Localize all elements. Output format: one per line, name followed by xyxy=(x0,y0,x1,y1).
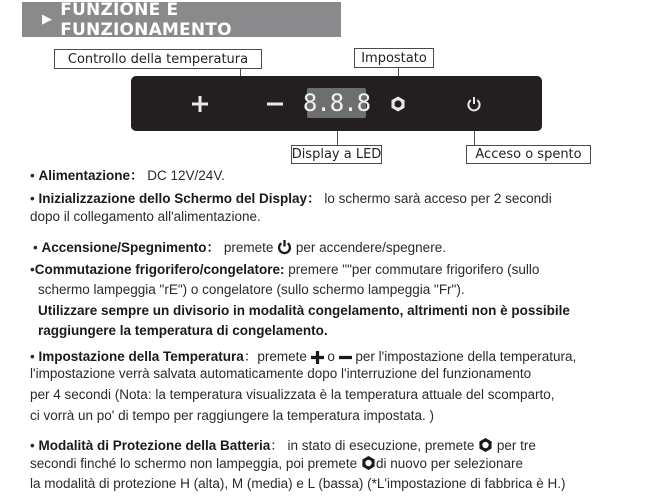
item-text: premete xyxy=(223,240,278,255)
minus-icon xyxy=(339,351,352,367)
item-text: per accendere/spegnere. xyxy=(292,240,446,255)
item-text: in stato di esecuzione, premete xyxy=(283,438,479,453)
battery-item xyxy=(30,434,536,456)
item-text: premere ""per commutare frigorifero (sullo xyxy=(284,262,540,277)
item-title: Accensione/Spegnimento xyxy=(41,240,207,255)
init-item-cont: dopo il collegamento all'alimentazione. xyxy=(30,209,261,224)
bullet: • xyxy=(30,262,35,277)
section-title: FUNZIONE E FUNZIONAMENTO xyxy=(60,0,232,40)
label-temperature-control: Controllo della temperatura xyxy=(54,49,262,69)
bullet: • xyxy=(30,191,35,206)
plus-icon xyxy=(192,96,208,112)
freezer-warning-cont: raggiungere la temperatura di congelamento. xyxy=(38,323,328,338)
control-panel xyxy=(131,76,542,131)
battery-item-cont-1 xyxy=(30,455,523,474)
connector-line xyxy=(240,69,241,76)
connector-line xyxy=(474,131,475,145)
temp-setting-cont-2: per 4 secondi (Nota: la temperatura visualizzata è la temperatura attuale del scomparto, xyxy=(30,387,555,402)
minus-button[interactable] xyxy=(263,76,287,131)
settings-button[interactable] xyxy=(388,76,408,131)
item-title: Inizializzazione dello Schermo del Display xyxy=(38,191,308,206)
gear-icon xyxy=(390,96,406,112)
separator: ： xyxy=(206,240,221,255)
led-display: 8.8.8 xyxy=(302,89,371,117)
plus-button[interactable] xyxy=(188,76,212,131)
minus-icon xyxy=(267,96,283,112)
label-power: Acceso o spento xyxy=(466,145,591,164)
separator: ： xyxy=(270,438,284,453)
bullet: • xyxy=(30,168,35,183)
power-button[interactable] xyxy=(464,76,484,131)
item-text: di nuovo per selezionare xyxy=(375,456,524,471)
switch-item-cont: schermo lampeggia "rE") o congelatore (sullo schermo lampeggia "Fr"). xyxy=(38,282,465,297)
item-text: premete xyxy=(257,349,311,364)
bullet: • xyxy=(30,349,35,364)
init-item xyxy=(30,187,552,207)
triangle-marker-icon: ▶ xyxy=(42,12,53,27)
temp-setting-item xyxy=(30,345,576,367)
item-title: Alimentazione xyxy=(38,168,131,183)
power-supply-item xyxy=(30,164,225,184)
item-text: lo schermo sarà acceso per 2 secondi xyxy=(320,191,552,206)
separator: ： xyxy=(130,168,144,183)
item-text: secondi finché lo schermo non lampeggia, poi premete xyxy=(30,456,361,471)
freezer-warning: Utilizzare sempre un divisorio in modalità congelamento, altrimenti non è possibile xyxy=(38,303,570,318)
label-set: Impostato xyxy=(354,48,434,68)
item-text: per l'impostazione della temperatura, xyxy=(351,349,577,364)
item-text: o xyxy=(323,349,339,364)
section-header xyxy=(22,0,341,40)
item-title: Impostazione della Temperatura xyxy=(38,349,244,364)
temp-setting-cont-1: l'impostazione verrà salvata automaticamente dopo l'interruzione del funzionamento xyxy=(30,366,532,381)
battery-item-cont-2: la modalità di protezione H (alta), M (media) e L (bassa) (*L'impostazione di fabbrica è H.) xyxy=(30,476,566,491)
gear-icon xyxy=(478,437,493,456)
label-led-display: Display a LED xyxy=(291,147,382,162)
connector-line xyxy=(337,131,338,145)
bullet: • xyxy=(30,438,35,453)
switch-item xyxy=(30,262,539,277)
plus-icon xyxy=(311,351,324,367)
separator: ： xyxy=(243,349,258,364)
item-title: Commutazione frigorifero/congelatore: xyxy=(34,262,285,277)
gear-icon xyxy=(361,455,376,474)
item-text: DC 12V/24V. xyxy=(147,168,225,183)
power-icon xyxy=(277,239,292,258)
power-icon xyxy=(466,96,482,112)
bullet: • xyxy=(33,240,38,255)
item-title: Modalità di Protezione della Batteria xyxy=(38,438,271,453)
temp-setting-cont-3: ci vorrà un po' di tempo per raggiungere la temperatura impostata. ) xyxy=(30,408,435,423)
separator: ： xyxy=(307,191,321,206)
onoff-item xyxy=(33,236,446,258)
connector-line xyxy=(398,68,399,76)
item-text: per tre xyxy=(493,438,536,453)
